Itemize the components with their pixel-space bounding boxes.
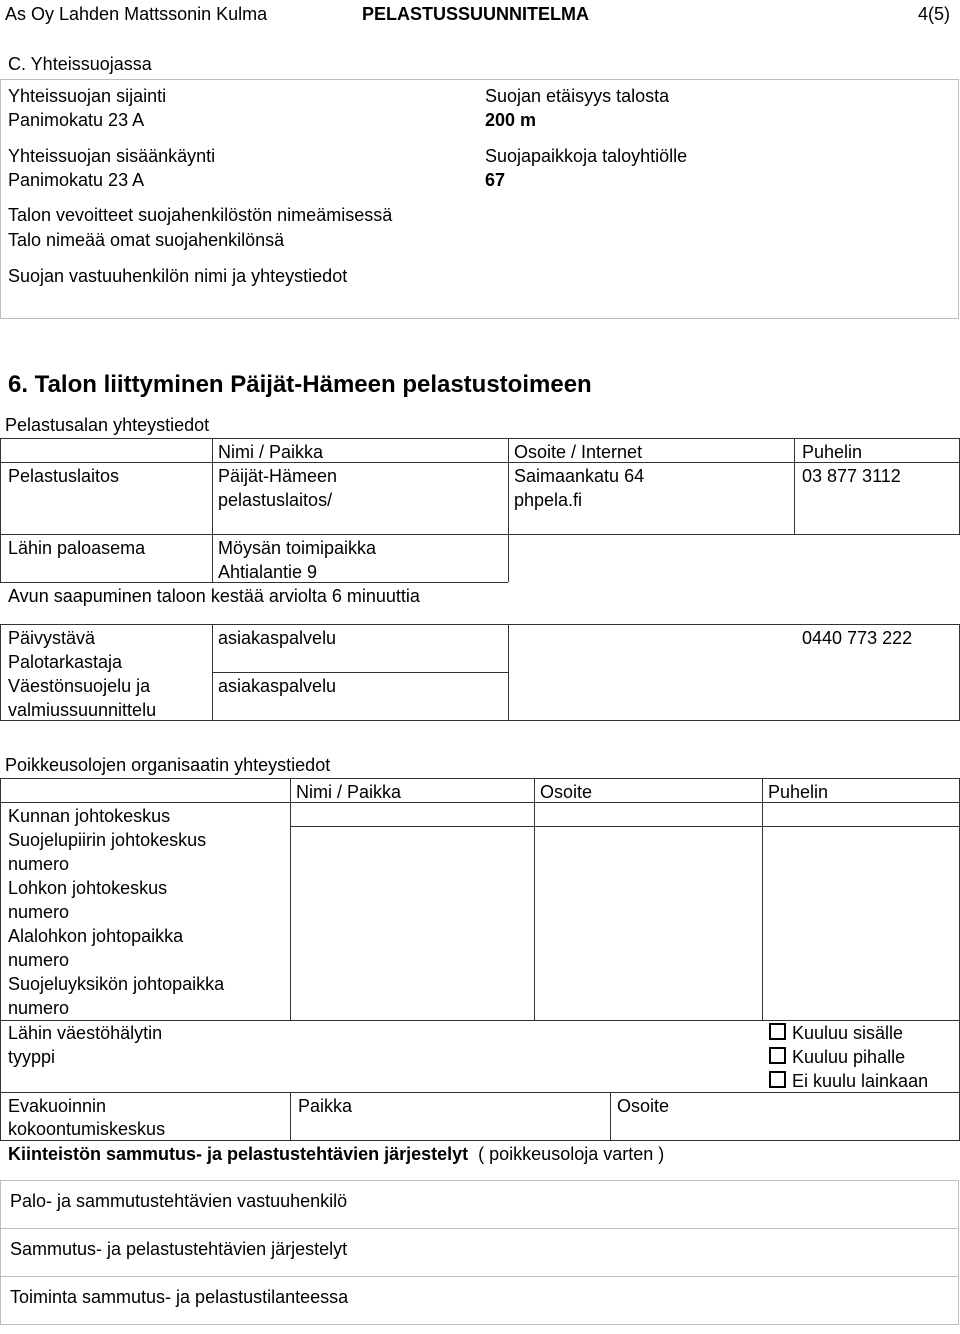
rescue-dept-label: Pelastuslaitos (8, 466, 120, 486)
shelter-distance-value: 200 m (485, 110, 537, 130)
civil-defence-label-2: valmiussuunnittelu (8, 700, 157, 720)
subsector-command-number: numero (8, 950, 70, 970)
shelter-duties-label: Talon vevoitteet suojahenkilöstön nimeämisessä (8, 205, 393, 225)
fire-station-label: Lähin paloasema (8, 538, 146, 558)
sector-command-centre: Lohkon johtokeskus (8, 878, 168, 898)
section-6-heading: 6. Talon liittyminen Päijät-Hämeen pelastustoimeen (8, 371, 592, 398)
siren-option-indoors-label: Kuuluu sisälle (792, 1023, 904, 1043)
shelter-entrance-value: Panimokatu 23 A (8, 170, 145, 190)
district-command-centre: Suojelupiirin johtokeskus (8, 830, 207, 850)
rescue-dept-name-2: pelastuslaitos/ (218, 490, 333, 510)
firefighting-heading (8, 1142, 664, 1166)
firefighting-actions-label: Toiminta sammutus- ja pelastustilanteessa (10, 1287, 349, 1307)
rescue-col-address: Osoite / Internet (514, 442, 643, 462)
duty-inspector-phone: 0440 773 222 (802, 628, 913, 648)
fire-responsible-person-label: Palo- ja sammutustehtävien vastuuhenkilö (10, 1191, 348, 1211)
page-number: 4(5) (918, 4, 951, 24)
shelter-duties-value: Talo nimeää omat suojahenkilönsä (8, 230, 285, 250)
checkbox-yard[interactable] (769, 1047, 786, 1064)
emergency-col-address: Osoite (540, 782, 593, 802)
shelter-responsible-label: Suojan vastuuhenkilön nimi ja yhteystiedot (8, 266, 348, 286)
rescue-dept-address-2: phpela.fi (514, 490, 583, 510)
rescue-contacts-heading: Pelastusalan yhteystiedot (5, 415, 210, 435)
fire-station-name: Möysän toimipaikka (218, 538, 377, 558)
district-command-number: numero (8, 854, 70, 874)
emergency-col-name: Nimi / Paikka (296, 782, 402, 802)
emergency-col-phone: Puhelin (768, 782, 829, 802)
help-arrival-time: Avun saapuminen taloon kestää arviolta 6 minuuttia (8, 586, 420, 606)
checkbox-indoors[interactable] (769, 1023, 786, 1040)
duty-inspector-value: asiakaspalvelu (218, 628, 337, 648)
shelter-places-label: Suojapaikkoja taloyhtiölle (485, 146, 688, 166)
civil-defence-value: asiakaspalvelu (218, 676, 337, 696)
subsector-command-post: Alalohkon johtopaikka (8, 926, 184, 946)
siren-label-2: tyyppi (8, 1047, 56, 1067)
duty-inspector-label-1: Päivystävä (8, 628, 96, 648)
protection-unit-command-post: Suojeluyksikön johtopaikka (8, 974, 225, 994)
checkbox-not-audible[interactable] (769, 1071, 786, 1088)
siren-option-not-audible-label: Ei kuulu lainkaan (792, 1071, 929, 1091)
shelter-distance-label: Suojan etäisyys talosta (485, 86, 670, 106)
evacuation-label-2: kokoontumiskeskus (8, 1119, 166, 1139)
sector-command-number: numero (8, 902, 70, 922)
organization-name: As Oy Lahden Mattssonin Kulma (5, 4, 268, 24)
protection-unit-command-number: numero (8, 998, 70, 1018)
shelter-entrance-label: Yhteissuojan sisäänkäynti (8, 146, 216, 166)
rescue-dept-address-1: Saimaankatu 64 (514, 466, 645, 486)
rescue-col-phone: Puhelin (802, 442, 863, 462)
shelter-location-label: Yhteissuojan sijainti (8, 86, 167, 106)
rescue-dept-name-1: Päijät-Hämeen (218, 466, 338, 486)
fire-station-address: Ahtialantie 9 (218, 562, 318, 582)
siren-option-yard-label: Kuuluu pihalle (792, 1047, 906, 1067)
shelter-heading: C. Yhteissuojassa (8, 54, 152, 74)
shelter-location-value: Panimokatu 23 A (8, 110, 145, 130)
document-title: PELASTUSSUUNNITELMA (362, 4, 590, 24)
firefighting-heading-title: Kiinteistön sammutus- ja pelastustehtävien järjestelyt (8, 1144, 469, 1164)
duty-inspector-label-2: Palotarkastaja (8, 652, 123, 672)
shelter-places-value: 67 (485, 170, 506, 190)
rescue-col-name: Nimi / Paikka (218, 442, 324, 462)
civil-defence-label-1: Väestönsuojelu ja (8, 676, 151, 696)
municipal-command-centre: Kunnan johtokeskus (8, 806, 171, 826)
evacuation-address-label: Osoite (617, 1096, 670, 1116)
evacuation-place-label: Paikka (298, 1096, 353, 1116)
firefighting-arrangements-label: Sammutus- ja pelastustehtävien järjestelyt (10, 1239, 348, 1259)
rescue-dept-phone: 03 877 3112 (802, 466, 901, 486)
evacuation-label-1: Evakuoinnin (8, 1096, 107, 1116)
firefighting-heading-note: ( poikkeusoloja varten ) (478, 1144, 665, 1164)
emergency-contacts-heading: Poikkeusolojen organisaatin yhteystiedot (5, 755, 331, 775)
siren-label-1: Lähin väestöhälytin (8, 1023, 163, 1043)
